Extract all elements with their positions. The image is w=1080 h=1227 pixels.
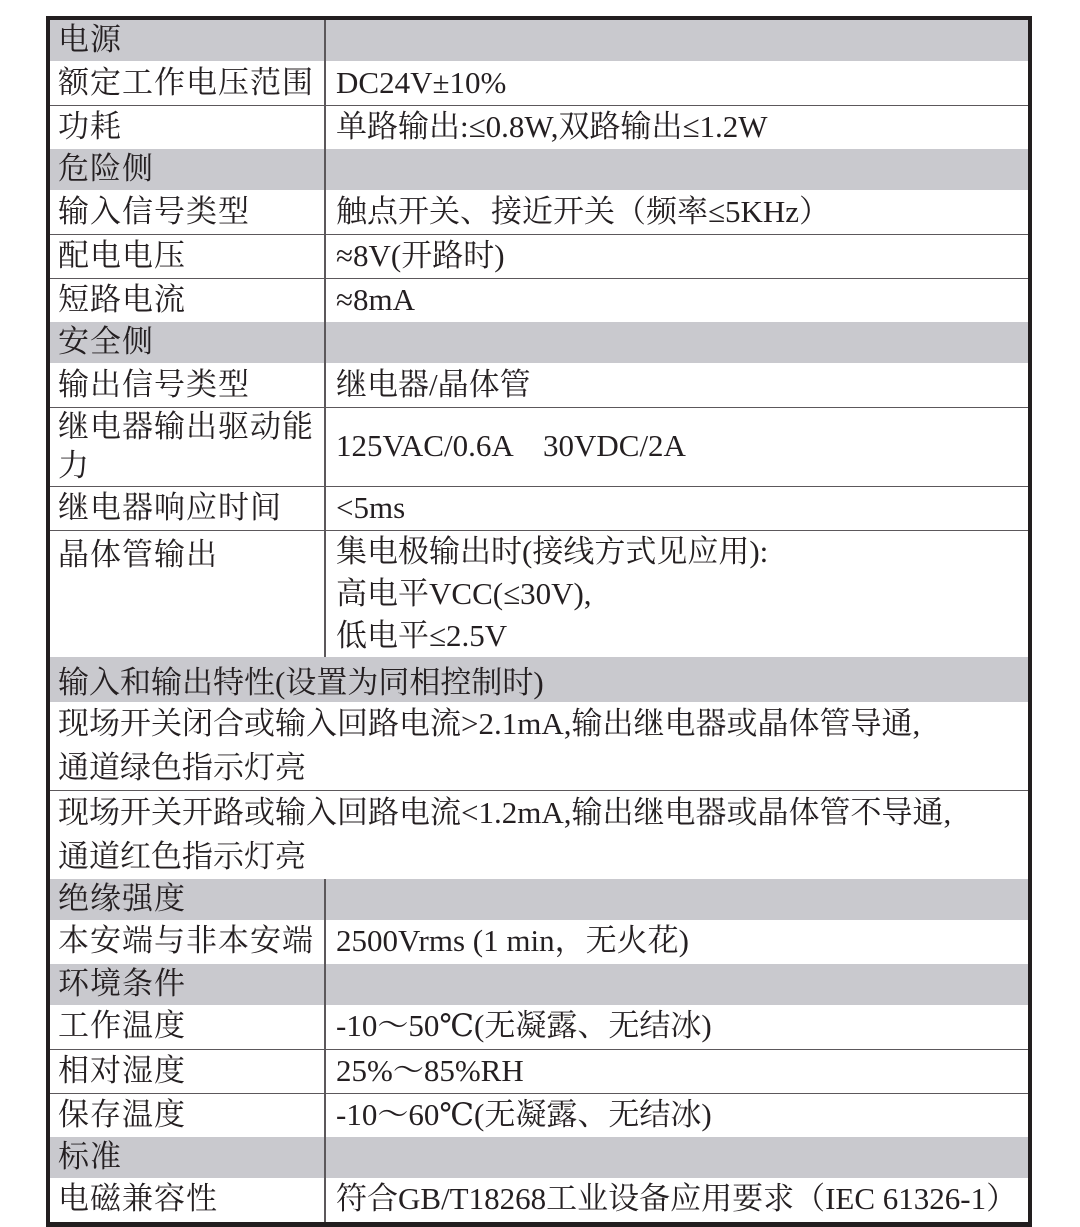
spec-value: 2500Vrms (1 min，无火花) [336, 923, 689, 959]
spec-value: <5ms [336, 489, 406, 525]
spec-value: 单路输出:≤0.8W,双路输出≤1.2W [336, 109, 768, 145]
section-header-label: 标准 [50, 1137, 326, 1178]
spec-text-line: 通道绿色指示灯亮 [58, 749, 306, 785]
section-header-label: 危险侧 [50, 149, 326, 190]
spec-value: ≈8mA [336, 282, 416, 318]
spec-label: 保存温度 [50, 1094, 326, 1137]
spec-row [50, 1005, 1028, 1049]
spec-row-fullwidth [50, 702, 1028, 790]
spec-label: 继电器输出驱动能力 [50, 408, 326, 486]
spec-fullwidth-text [50, 702, 1028, 790]
section-header-row [50, 964, 1028, 1005]
spec-value-line: 高电平VCC(≤30V), [336, 575, 592, 611]
spec-value-line: 低电平≤2.5V [336, 617, 508, 653]
spec-value: 125VAC/0.6A 30VDC/2A [336, 428, 686, 464]
spec-label: 短路电流 [50, 279, 326, 322]
spec-row [50, 486, 1028, 530]
spec-label: 输出信号类型 [50, 363, 326, 407]
section-header-label: 绝缘强度 [50, 879, 326, 920]
spec-value: ≈8V(开路时) [336, 238, 505, 274]
section-header-empty-cell [326, 964, 1028, 1005]
section-header-row-fullwidth [50, 657, 1028, 702]
spec-label: 配电电压 [50, 235, 326, 278]
section-header-empty-cell [326, 879, 1028, 920]
section-header-label: 电源 [50, 20, 326, 61]
section-header-row [50, 20, 1028, 61]
section-header-label: 输入和输出特性(设置为同相控制时) [58, 664, 544, 700]
spec-value: 25%～85%RH [336, 1052, 524, 1088]
spec-row [50, 363, 1028, 407]
section-header-label: 环境条件 [50, 964, 326, 1005]
spec-value: -10～50℃(无凝露、无结冰) [336, 1008, 712, 1044]
spec-row [50, 61, 1028, 105]
spec-text-line: 现场开关开路或输入回路电流<1.2mA,输出继电器或晶体管不导通, [58, 794, 952, 830]
spec-label: 本安端与非本安端 [50, 920, 326, 964]
spec-fullwidth-text [50, 791, 1028, 879]
section-header-label: 安全侧 [50, 322, 326, 363]
spec-row [50, 1093, 1028, 1137]
spec-row [50, 407, 1028, 486]
spec-value: -10～60℃(无凝露、无结冰) [336, 1096, 712, 1132]
spec-row [50, 920, 1028, 964]
spec-row-fullwidth [50, 790, 1028, 879]
spec-text-line: 通道红色指示灯亮 [58, 838, 306, 874]
section-header-empty-cell [326, 20, 1028, 61]
spec-value: 符合GB/T18268工业设备应用要求（IEC 61326-1） [336, 1181, 1018, 1217]
spec-row [50, 278, 1028, 322]
spec-text-line: 现场开关闭合或输入回路电流>2.1mA,输出继电器或晶体管导通, [58, 705, 921, 741]
section-header-empty-cell [326, 1137, 1028, 1178]
spec-value-multiline [326, 531, 1028, 657]
section-header-row [50, 1137, 1028, 1178]
spec-value: 继电器/晶体管 [336, 366, 531, 402]
spec-label: 晶体管输出 [50, 531, 326, 657]
spec-label: 额定工作电压范围 [50, 61, 326, 105]
spec-row [50, 530, 1028, 657]
section-header-row [50, 149, 1028, 190]
spec-value-line: 集电极输出时(接线方式见应用): [336, 533, 769, 569]
spec-row [50, 105, 1028, 149]
spec-label: 电磁兼容性 [50, 1178, 326, 1222]
section-header-row [50, 322, 1028, 363]
spec-label: 输入信号类型 [50, 190, 326, 234]
spec-row [50, 234, 1028, 278]
spec-label: 继电器响应时间 [50, 487, 326, 530]
spec-row [50, 1178, 1028, 1222]
spec-row [50, 1049, 1028, 1093]
section-header-row [50, 879, 1028, 920]
spec-value: DC24V±10% [336, 64, 507, 100]
section-header-empty-cell [326, 149, 1028, 190]
spec-table [46, 16, 1032, 1227]
spec-label: 功耗 [50, 106, 326, 149]
spec-row [50, 190, 1028, 234]
spec-label: 相对湿度 [50, 1050, 326, 1093]
spec-label: 工作温度 [50, 1005, 326, 1049]
section-header-empty-cell [326, 322, 1028, 363]
spec-value: 触点开关、接近开关（频率≤5KHz） [336, 193, 831, 229]
